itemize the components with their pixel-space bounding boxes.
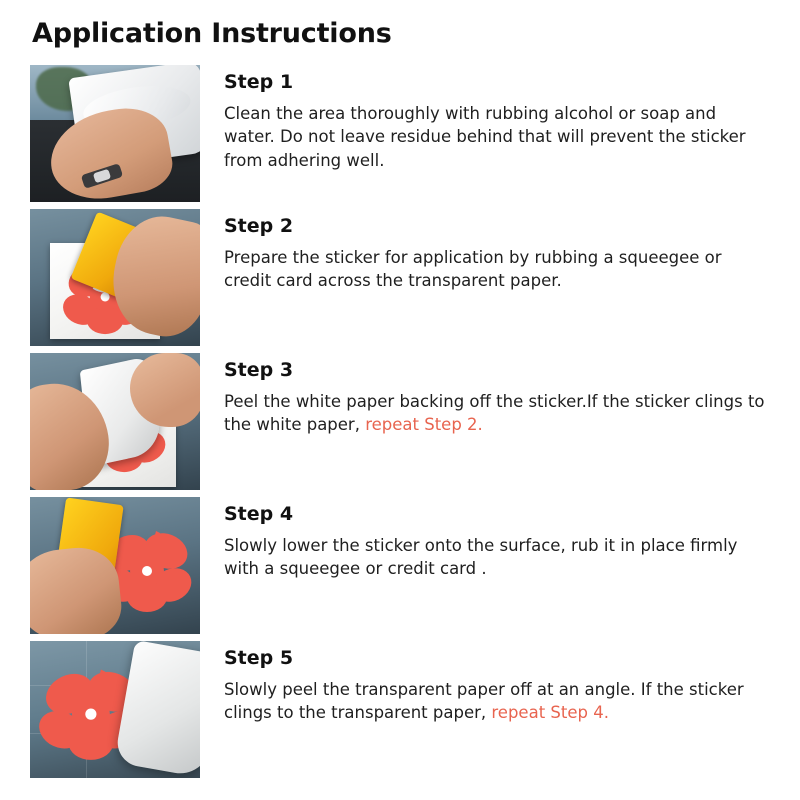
- steps-list: [30, 65, 770, 785]
- list-item: [30, 353, 770, 497]
- step3-scene: [30, 353, 200, 490]
- step-label: Step 1: [224, 71, 294, 93]
- step-label: Step 2: [224, 215, 294, 237]
- step-text-main: Slowly peel the transparent paper off at an angle. If the sticker clings to the transparent paper,: [224, 680, 744, 723]
- step-text: [224, 534, 769, 581]
- step-text-main: Peel the white paper backing off the sticker.If the sticker clings to the white paper,: [224, 392, 765, 435]
- step-text-highlight: repeat Step 2.: [365, 415, 483, 435]
- page-title: Application Instructions: [32, 18, 392, 49]
- list-item: [30, 65, 770, 209]
- step-label: Step 3: [224, 359, 294, 381]
- step4-scene: [30, 497, 200, 634]
- step-body: [200, 641, 770, 725]
- step-image-5: [30, 641, 200, 778]
- list-item: [30, 497, 770, 641]
- step-image-1: [30, 65, 200, 202]
- step-text-highlight: repeat Step 4.: [491, 703, 609, 723]
- list-item: [30, 209, 770, 353]
- step-image-3: [30, 353, 200, 490]
- list-item: [30, 641, 770, 785]
- step-body: [200, 353, 770, 437]
- step5-scene: [30, 641, 200, 778]
- step-text-main: Prepare the sticker for application by rubbing a squeegee or credit card across the transparent paper.: [224, 248, 722, 291]
- step-label: Step 5: [224, 647, 294, 669]
- step-image-2: [30, 209, 200, 346]
- step-body: [200, 497, 770, 581]
- step-text: [224, 102, 769, 172]
- step-text: [224, 678, 769, 725]
- step-image-4: [30, 497, 200, 634]
- step-text-main: Slowly lower the sticker onto the surface, rub it in place firmly with a squeegee or credit card .: [224, 536, 738, 579]
- transfer-paper-peel: [114, 641, 200, 778]
- step-body: [200, 65, 770, 172]
- step-label: Step 4: [224, 503, 294, 525]
- step-text: [224, 390, 769, 437]
- step2-scene: [30, 209, 200, 346]
- step-body: [200, 209, 770, 293]
- step-text-main: Clean the area thoroughly with rubbing alcohol or soap and water. Do not leave residue behind that will prevent the sticker from adhering well.: [224, 104, 746, 170]
- step-text: [224, 246, 769, 293]
